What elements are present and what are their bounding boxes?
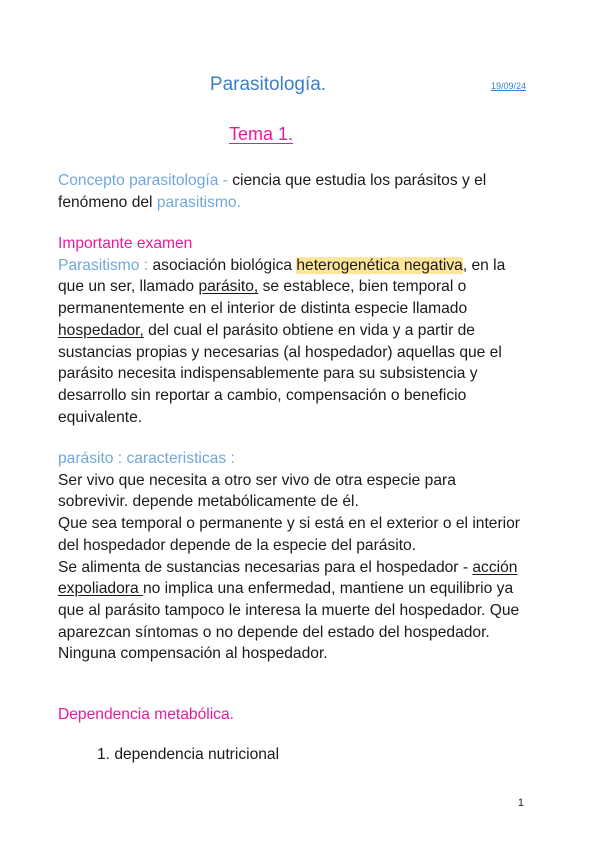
- text-segment: asociación biológica: [152, 256, 297, 274]
- page-number: 1: [517, 797, 524, 809]
- concept-term: parasitismo.: [156, 193, 241, 211]
- text-segment: Se alimenta de sustancias necesarias para el hospedador -: [58, 558, 473, 576]
- text-segment: no implica una enfermedad, mantiene un equilibrio ya que al parásito tampoco le interesa la muerte del hospedador. Que aparezcan síntomas o no depende del estado del hospedador.: [58, 580, 520, 641]
- text-segment: del cual el parásito obtiene en vida y a partir de sustancias propias y necesarias (al hospedador) aquellas que el parásito necesita indispensablemente para su subsistencia y desarrollo sin reportar a cambio, compensación o beneficio equivalente.: [58, 321, 502, 426]
- underlined-term: acción expoliadora: [58, 558, 518, 598]
- underlined-term: hospedador,: [58, 321, 144, 339]
- caracteristicas-p2: Que sea temporal o permanente y si está en el exterior o el interior del hospedador depende de la especie del parásito.: [58, 515, 520, 554]
- exam-note: Importante examen: [58, 235, 193, 252]
- caracteristicas-p3: [58, 557, 528, 644]
- parasitismo-block: [58, 233, 528, 428]
- parasitismo-definition: [58, 255, 528, 429]
- highlighted-term: heterogenética negativa: [296, 256, 463, 274]
- dependencia-heading: Dependencia metabólica.: [58, 706, 234, 723]
- page-title: Parasitología.: [209, 74, 327, 95]
- caracteristicas-block: [58, 448, 528, 665]
- concept-label: Concepto parasitología -: [58, 172, 233, 189]
- underlined-term: parásito,: [198, 278, 259, 296]
- section-heading: Tema 1.: [229, 124, 294, 144]
- list-item: 1. dependencia nutricional: [97, 746, 280, 763]
- text-segment: , en la que un ser, llamado: [58, 256, 506, 296]
- concept-text: ciencia que estudia los parásitos y el fenómeno del: [58, 172, 487, 211]
- parasitismo-label: Parasitismo :: [58, 256, 153, 274]
- date-link[interactable]: 19/09/24: [490, 81, 526, 91]
- concept-paragraph: [58, 170, 528, 213]
- text-segment: se establece, bien temporal o permanentemente en el interior de distinta especie llamado: [58, 278, 468, 318]
- caracteristicas-p4: Ninguna compensación al hospedador.: [58, 645, 328, 663]
- caracteristicas-p1: Ser vivo que necesita a otro ser vivo de otra especie para sobrevivir. depende metabólicamente de él.: [58, 471, 456, 511]
- caracteristicas-label: parásito : caracteristicas :: [58, 450, 235, 467]
